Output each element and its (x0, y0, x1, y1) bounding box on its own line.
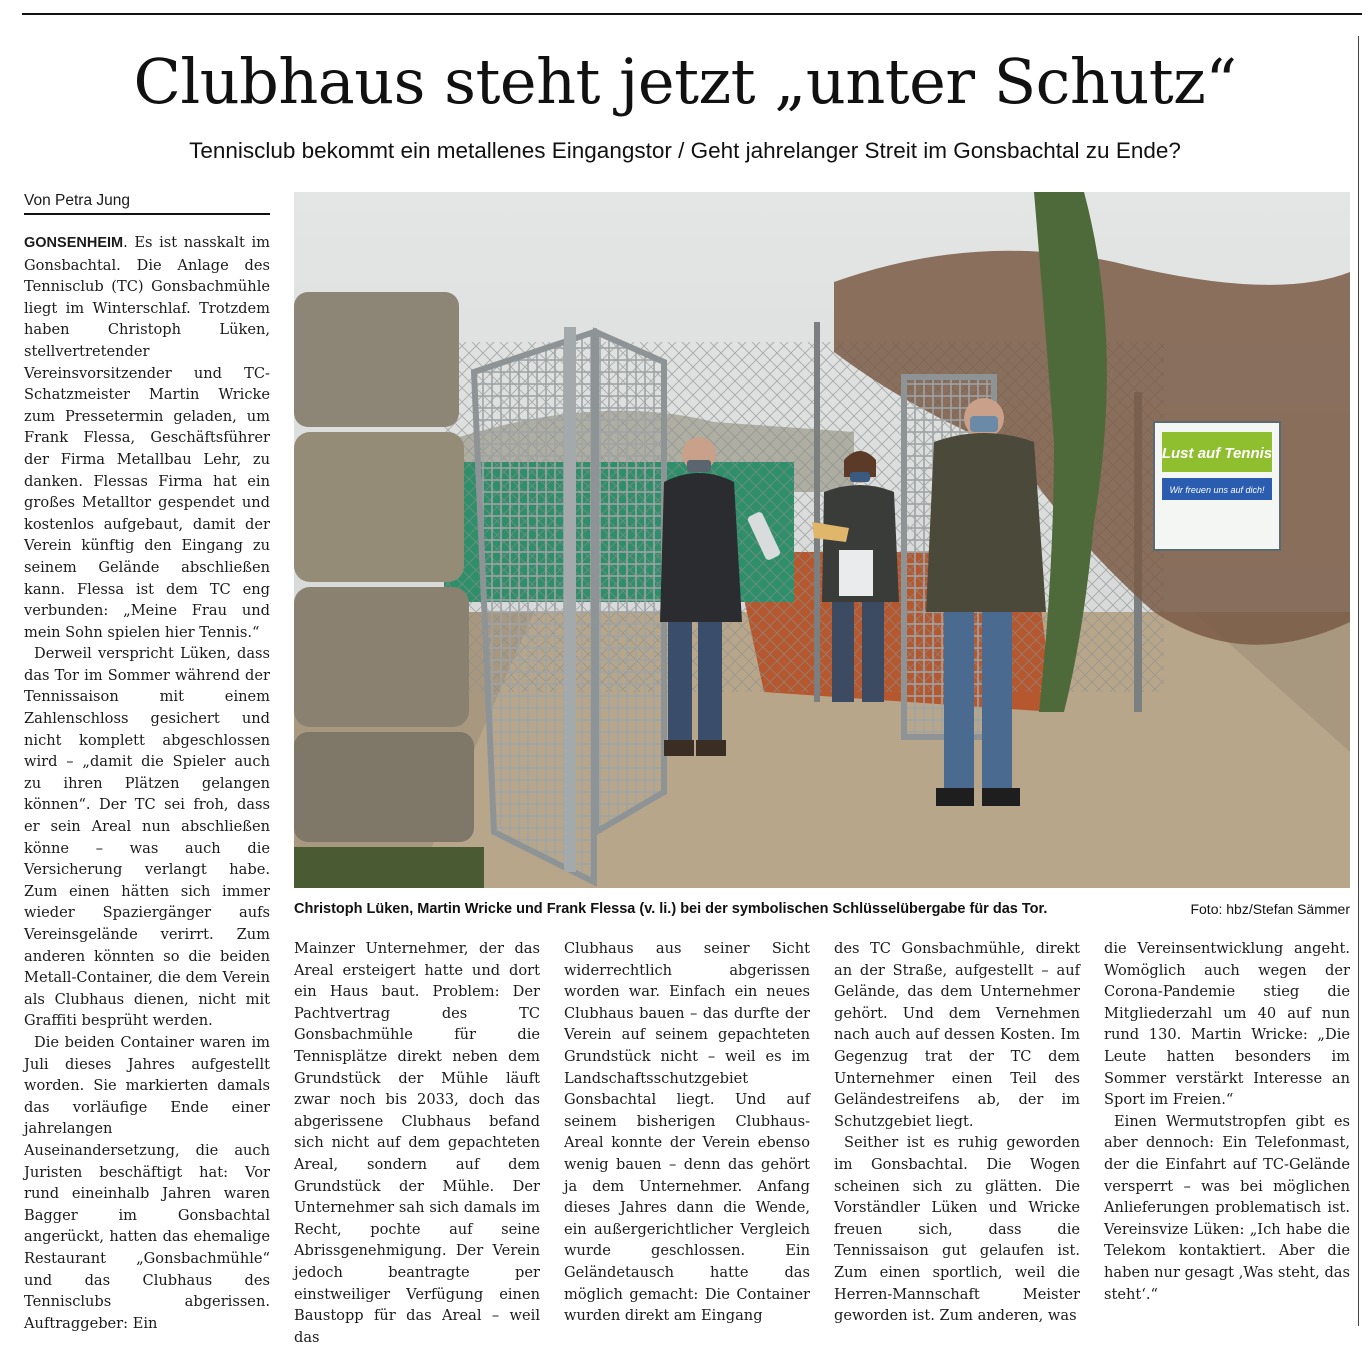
paragraph: des TC Gonsbachmühle, direkt an der Straße, aufgestellt – auf Gelände, das dem Unternehmer gehört. Und dem Vernehmen nach auch auf dessen Kosten. Im Gegenzug trat der TC dem Unternehmer einen Teil des Geländestreifens ab, der im Schutzgebiet liegt. (834, 940, 1080, 1130)
banner-title: Lust auf Tennis (1161, 445, 1273, 462)
metal-gate-left (474, 327, 664, 882)
paragraph (24, 232, 270, 643)
column-rule (1358, 36, 1359, 1326)
stone-pillar (294, 292, 484, 888)
top-rule (22, 13, 1362, 15)
dateline: GONSENHEIM (24, 235, 124, 251)
article-column-3 (564, 938, 810, 1328)
paragraph: die Vereinsentwicklung angeht. Womöglich auch wegen der Corona-Pandemie stieg die Mitgliederzahl um 40 auf nun rund 130. Martin Wricke: „Die Leute hatten besonders im Sommer verstärkt Interesse an Sport im Freien.“ (1104, 940, 1350, 1109)
article-column-5 (1104, 938, 1350, 1328)
article-photo (294, 192, 1350, 888)
photo-credit: Foto: hbz/Stefan Sämmer (1190, 901, 1350, 917)
article-column-4 (834, 938, 1080, 1328)
photo-illustration (294, 192, 1350, 888)
paragraph: Die beiden Container waren im Juli dieses Jahres aufgestellt worden. Sie markierten damals das vorläufige Ende einer jahrelangen Auseinandersetzung, die auch Juristen beschäftigt hat: Vor rund eineinhalb Jahren waren Bagger im Gonsbachtal angerückt, hatten das ehemalige Restaurant „Gonsbachmühle“ und das Clubhaus des Tennisclubs abgerissen. Auftraggeber: Ein (24, 1033, 270, 1332)
fence-post (814, 322, 820, 702)
paragraph: Clubhaus aus seiner Sicht widerrechtlich abgerissen worden war. Einfach ein neues Clubhaus bauen – das durfte der Verein auf seinem gepachteten Grundstück nicht – weil es im Landschaftsschutzgebiet Gonsbachtal liegt. Und auf seinem bisherigen Clubhaus-Areal konnte der Verein ebenso wenig bauen – denn das gehört ja dem Unternehmer. Anfang dieses Jahres dann die Wende, ein außergerichtlicher Vergleich wurde geschlossen. Ein Geländetausch hatte das möglich gemacht: Die Container wurden direkt am Eingang (564, 940, 810, 1325)
article-column-1 (24, 232, 270, 1332)
paragraph-text: . Es ist nasskalt im Gonsbachtal. Die Anlage des Tennisclub (TC) Gonsbachmühle liegt im Winterschlaf. Trotzdem haben Christoph Lüken, stellvertretender Vereinsvorsitzender und TC-Schatzmeister Martin Wricke zum Pressetermin geladen, um Frank Flessa, Geschäftsführer der Firma Metallbau Lehr, zu danken. Flessas Firma hat ein großes Metalltor gespendet und kostenlos aufgebaut, damit der Verein künftig den Eingang zu seinem Gelände abschließen kann. Flessa ist dem TC eng verbunden: „Meine Frau und mein Sohn spielen hier Tennis.“ (24, 234, 270, 641)
byline: Von Petra Jung (24, 191, 270, 215)
paragraph: Derweil verspricht Lüken, dass das Tor im Sommer während der Tennissaison mit einem Zahlenschloss gesichert und nicht komplett abgeschlossen wird – „damit die Spieler auch zu ihren Plätzen gelangen können“. Der TC sei froh, dass er sein Areal nun abschließen könne – was auch die Versicherung verlangt habe. Zum einen hätten sich immer wieder Spaziergänger aufs Vereinsgelände verirrt. Zum anderen könnten so die beiden Metall-Container, die dem Verein als Clubhaus dienen, nicht mit Graffiti besprüht werden. (24, 645, 270, 1030)
paragraph: Einen Wermutstropfen gibt es aber dennoch: Ein Telefonmast, der die Einfahrt auf TC-Gelände versperrt – was bei möglichen Anlieferungen problematisch ist. Vereinsvize Lüken: „Ich habe die Telekom kontaktiert. Aber die haben nur gesagt ‚Was steht, das steht‘.“ (1104, 1112, 1350, 1303)
paragraph: Mainzer Unternehmer, der das Areal ersteigert hatte und dort ein Haus baut. Problem: Der Pachtvertrag des TC Gonsbachmühle für die Tennisplätze direkt neben dem Grundstück der Mühle läuft zwar noch bis 2033, doch das abgerissene Clubhaus befand sich nicht auf dem gepachteten Areal, sondern auf dem Grundstück der Mühle. Der Unternehmer sah sich damals im Recht, pochte auf seine Abrissgenehmigung. Der Verein jedoch beantragte per einstweiliger Verfügung einen Baustopp für das Areal – weil das (294, 940, 540, 1346)
photo-caption: Christoph Lüken, Martin Wricke und Frank Flessa (v. li.) bei der symbolischen Schlüsselübergabe für das Tor. (294, 901, 1048, 917)
headline: Clubhaus steht jetzt „unter Schutz“ (133, 45, 1237, 118)
subheadline: Tennisclub bekommt ein metallenes Eingangstor / Geht jahrelanger Streit im Gonsbachtal zu Ende? (189, 138, 1181, 163)
banner-subtitle: Wir freuen uns auf dich! (1169, 485, 1265, 495)
paragraph: Seither ist es ruhig geworden im Gonsbachtal. Die Wogen scheinen sich zu glätten. Die Vorständler Lüken und Wricke freuen sich, dass die Tennissaison gut gelaufen ist. Zum einen sportlich, weil die Herren-Mannschaft Meister geworden ist. Zum anderen, was (834, 1134, 1080, 1325)
article-column-2 (294, 938, 540, 1346)
